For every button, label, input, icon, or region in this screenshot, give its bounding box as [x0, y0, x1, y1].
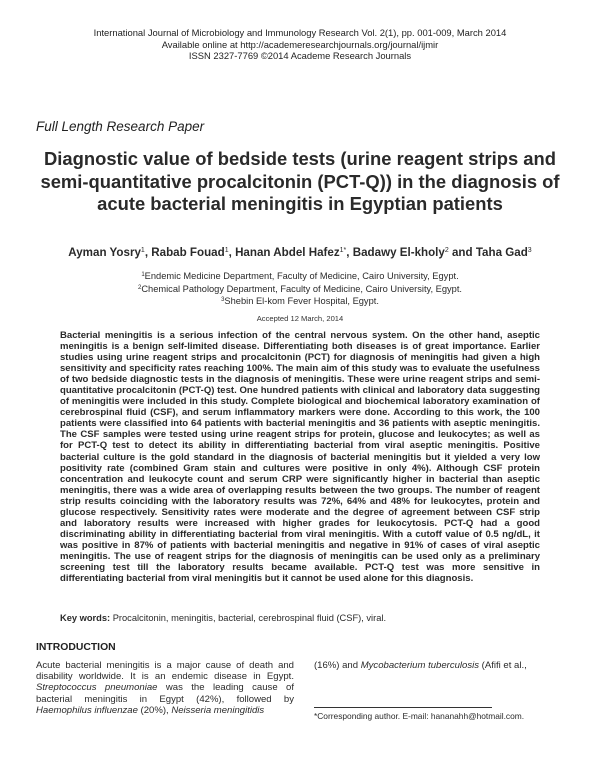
introduction-heading: INTRODUCTION	[36, 642, 116, 653]
footnote-divider	[314, 707, 492, 708]
intro-species: Neisseria meningitidis	[171, 704, 265, 716]
journal-header	[0, 27, 600, 62]
author-affiliation-mark: 3	[527, 247, 532, 254]
affiliation-item	[0, 295, 600, 308]
author-separator: ,	[228, 246, 236, 259]
affiliation-mark: 2	[137, 284, 142, 291]
affiliation-mark: 3	[221, 297, 225, 303]
introduction-column-right	[314, 660, 570, 671]
affiliation-item	[0, 270, 600, 283]
journal-citation: International Journal of Microbiology and Immunology Research Vol. 2(1), pp. 001-009, March 2014	[93, 27, 507, 38]
author-affiliation-mark: 1*	[339, 247, 347, 254]
author-name: Rabab Fouad	[151, 246, 225, 259]
journal-url: Available online at http://academeresearchjournals.org/journal/ijmir	[161, 38, 439, 50]
keywords	[60, 613, 540, 623]
accepted-date: Accepted 12 March, 2014	[256, 314, 344, 323]
intro-species: Haemophilus influenzae	[36, 704, 138, 716]
intro-text: (16%) and	[314, 660, 361, 671]
author-separator: and	[448, 246, 476, 259]
journal-issn: ISSN 2327-7769 ©2014 Academe Research Journals	[188, 50, 412, 61]
author-affiliation-mark: 2	[444, 247, 449, 254]
abstract-text: Bacterial meningitis is a serious infection of the central nervous system. On the other hand, aseptic meningitis is a benign self-limited disease. Differentiating both diseases is of great importance. Earlier studies using urine reagent strips and procalcitonin (PCT) for diagnosis of meningitis had given a high sensitivity and specificity rates reaching 100%. The main aim of this study was to evaluate the usefulness of two bedside diagnostic tests in the diagnosis of meningitis. These were urine reagent strips and semi-quantitative procalcitonin (PCT-Q) test. One hundred patients with clinical and laboratory data suggesting of meningitis were included in this study. Complete biological and biochemical laboratory examination of cerebrospinal fluid (CSF), and serum inflammatory markers were done. According to this work, the 100 patients were classified into 64 patients with bacterial meningitis and 36 patients with aseptic meningitis. The CSF samples were tested using urine reagent strips for protein, glucose and leukocytes; as well as for PCT-Q test to detect its ability in differentiating bacterial from viral aseptic meningitis. Positive bacterial culture is the gold standard in the diagnosis of bacterial meningitis but it yielded a very low positivity rate (combined Gram stain and cultures were positive in only 4%). Although CSF protein concentration and leukocyte count and serum CRP were significantly higher in bacterial than aseptic meningitis, there was a wide area of overlapping results between the two groups. The number of reagent strip results coinciding with the laboratory results was 72%, 64% and 48% for leukocytes, protein and glucose respectively. Sensitivity rates were moderate and the degree of agreement between CSF strip and laboratory results were increased with higher grades for leukocytosis. PCT-Q had a good discriminating ability in differentiating bacterial from viral meningitis. With a cutoff value of 0.5 ng/dL, it was positive in 87% of patients with bacterial meningitis and negative in 91% of cases of viral aseptic meningitis. The use of reagent strips for the diagnosis of meningitis can be used only as a preliminary screening test till the laboratory results became available. PCT-Q test was more sensitive in differentiating bacterial from viral meningitis but it cannot be used alone for this diagnosis.	[60, 330, 540, 585]
affiliation-mark: 1	[141, 272, 145, 278]
intro-text: (Afifi et al.,	[479, 660, 527, 671]
affiliation-list	[0, 270, 600, 308]
corresponding-author-footnote: *Corresponding author. E-mail: hananahh@hotmail.com.	[314, 711, 525, 721]
intro-species: Mycobacterium tuberculosis	[360, 660, 480, 671]
author-name: Ayman Yosry	[68, 246, 141, 259]
affiliation-text: Shebin El-kom Fever Hospital, Egypt.	[224, 296, 379, 306]
keywords-text: Procalcitonin, meningitis, bacterial, cerebrospinal fluid (CSF), viral.	[110, 613, 387, 623]
author-affiliation-mark: 1	[224, 247, 229, 254]
author-name: Hanan Abdel Hafez	[235, 246, 340, 259]
affiliation-item	[0, 283, 600, 296]
keywords-label: Key words:	[60, 613, 111, 623]
introduction-column-left	[36, 660, 294, 716]
author-affiliation-mark: 1	[140, 247, 145, 254]
affiliation-text: Endemic Medicine Department, Faculty of Medicine, Cairo University, Egypt.	[144, 271, 459, 281]
author-separator: ,	[144, 246, 152, 259]
intro-text: was the leading cause of bacterial meningitis in Egypt (42%), followed by	[36, 682, 294, 705]
author-name: Badawy El-kholy	[352, 246, 445, 259]
affiliation-text: Chemical Pathology Department, Faculty of Medicine, Cairo University, Egypt.	[141, 283, 463, 294]
paper-title: Diagnostic value of bedside tests (urine reagent strips and semi-quantitative procalcitonin (PCT-Q)) in the diagnosis of acute bacterial meningitis in Egyptian patients	[40, 148, 560, 214]
intro-text: (20%),	[137, 704, 172, 716]
intro-text: Acute bacterial meningitis is a major cause of death and disability worldwide. It is an endemic disease in Egypt.	[36, 660, 294, 683]
intro-species: Streptococcus pneumoniae	[36, 682, 158, 694]
paper-type: Full Length Research Paper	[36, 119, 205, 134]
author-list	[0, 246, 600, 259]
author-separator: ,	[346, 246, 353, 259]
author-name: Taha Gad	[475, 246, 528, 259]
